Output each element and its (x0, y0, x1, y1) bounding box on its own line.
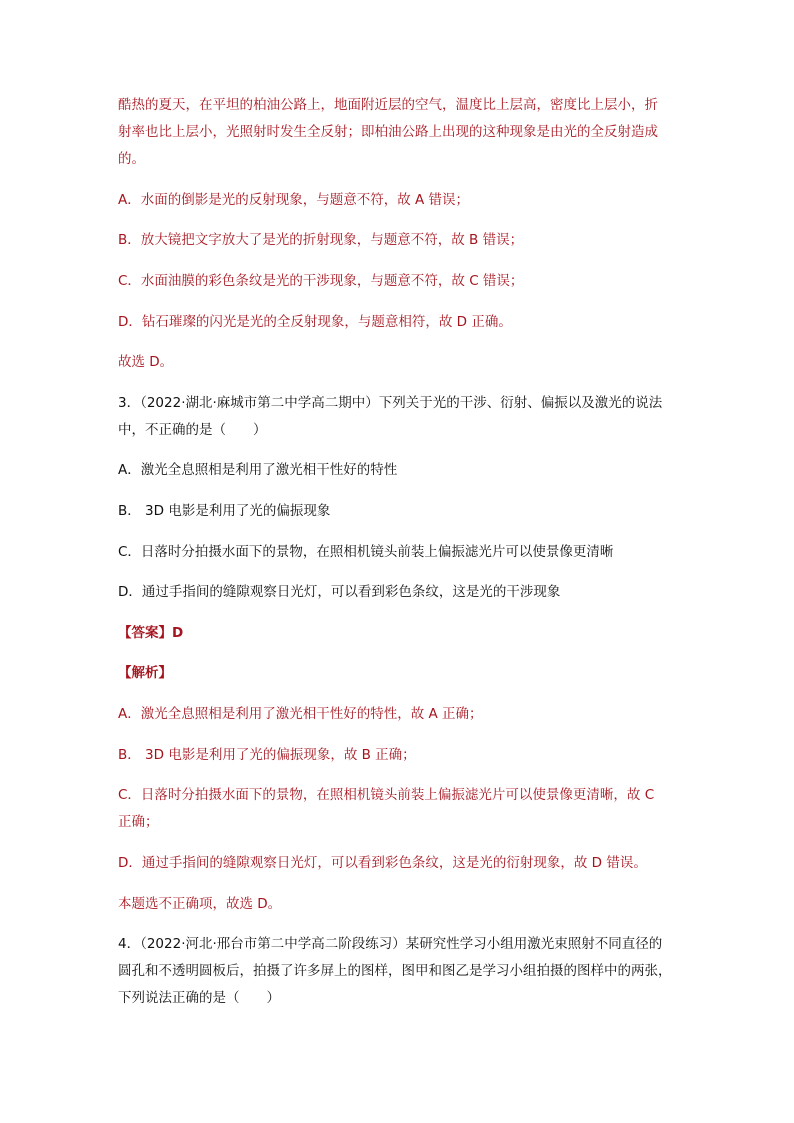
q2-choice: 故选 D。 (118, 354, 174, 370)
intro-line-2: 射率也比上层小，光照射时发生全反射；即柏油公路上出现的这种现象是由光的全反射造成 (118, 124, 658, 140)
q3-option-d: D．通过手指间的缝隙观察日光灯，可以看到彩色条纹，这是光的干涉现象 (118, 584, 561, 600)
q2-explain-b: B．放大镜把文字放大了是光的折射现象，与题意不符，故 B 错误； (118, 232, 524, 248)
q3-analysis-label: 【解析】 (118, 665, 172, 681)
q3-stem-line-1: 3．（2022·湖北·麻城市第二中学高二期中）下列关于光的干涉、衍射、偏振以及激光的说法 (118, 395, 663, 411)
q2-explain-c: C．水面油膜的彩色条纹是光的干涉现象，与题意不符，故 C 错误； (118, 273, 524, 289)
q3-analysis-d: D．通过手指间的缝隙观察日光灯，可以看到彩色条纹，这是光的衍射现象，故 D 错误。 (118, 855, 647, 871)
q3-option-b: B． 3D 电影是利用了光的偏振现象 (118, 503, 331, 519)
q3-answer: 【答案】D (118, 625, 184, 641)
q3-conclusion: 本题选不正确项，故选 D。 (118, 896, 282, 912)
q4-stem-line-1: 4．（2022·河北·邢台市第二中学高二阶段练习）某研究性学习小组用激光束照射不同直径的 (118, 936, 663, 952)
q2-explain-d: D．钻石璀璨的闪光是光的全反射现象，与题意相符，故 D 正确。 (118, 314, 512, 330)
q3-option-a: A．激光全息照相是利用了激光相干性好的特性 (118, 462, 398, 478)
q4-stem-line-3: 下列说法正确的是（ ） (118, 990, 280, 1006)
q3-analysis-b: B． 3D 电影是利用了光的偏振现象，故 B 正确； (118, 747, 416, 763)
q3-analysis-a: A．激光全息照相是利用了激光相干性好的特性，故 A 正确； (118, 706, 483, 722)
q3-option-c: C．日落时分拍摄水面下的景物，在照相机镜头前装上偏振滤光片可以使景像更清晰 (118, 544, 614, 560)
q3-analysis-c-line-2: 正确； (118, 814, 159, 830)
intro-line-1: 酷热的夏天，在平坦的柏油公路上，地面附近层的空气，温度比上层高，密度比上层小，折 (118, 97, 658, 113)
q2-explain-a: A．水面的倒影是光的反射现象，与题意不符，故 A 错误； (118, 192, 470, 208)
q3-analysis-c-line-1: C．日落时分拍摄水面下的景物，在照相机镜头前装上偏振滤光片可以使景像更清晰，故 C (118, 787, 655, 803)
q3-stem-line-2: 中，不正确的是（ ） (118, 422, 267, 438)
intro-line-3: 的。 (118, 151, 145, 167)
q4-stem-line-2: 圆孔和不透明圆板后，拍摄了许多屏上的图样，图甲和图乙是学习小组拍摄的图样中的两张， (118, 963, 672, 979)
